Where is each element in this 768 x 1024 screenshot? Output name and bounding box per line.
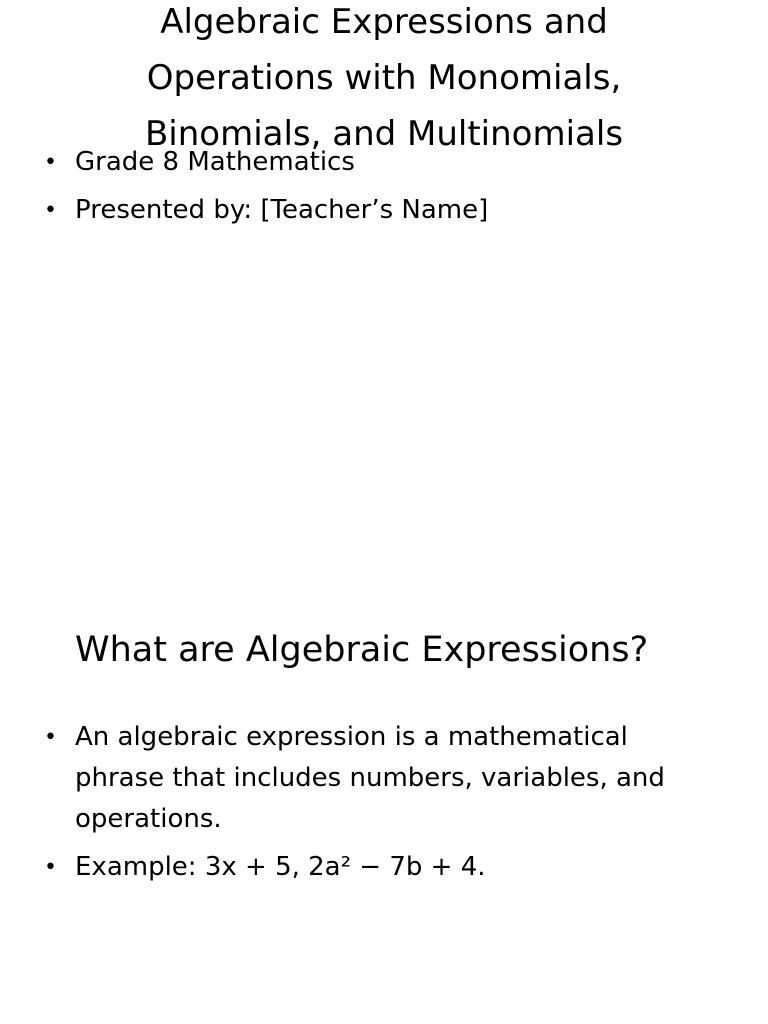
- bullet-item: [44, 847, 724, 888]
- bullet-list: [44, 717, 724, 895]
- bullet-list: [44, 142, 724, 238]
- bullet-icon: •: [44, 725, 57, 750]
- bullet-text: Example: 3x + 5, 2a² − 7b + 4.: [75, 852, 486, 882]
- slide-2: [0, 512, 768, 1024]
- bullet-icon: •: [44, 150, 57, 175]
- bullet-icon: •: [44, 198, 57, 223]
- slide-title: Algebraic Expressions and Operations with Monomials, Binomials, and Multinomials: [144, 2, 624, 154]
- bullet-item: [44, 142, 724, 183]
- bullet-text: Presented by: [Teacher’s Name]: [75, 195, 489, 225]
- bullet-icon: •: [44, 855, 57, 880]
- bullet-text: Grade 8 Mathematics: [75, 147, 355, 177]
- slide-title: What are Algebraic Expressions?: [75, 630, 649, 670]
- bullet-text: An algebraic expression is a mathematical phrase that includes numbers, variables, and operations.: [75, 722, 665, 834]
- bullet-item: [44, 190, 724, 231]
- bullet-item: [44, 717, 724, 840]
